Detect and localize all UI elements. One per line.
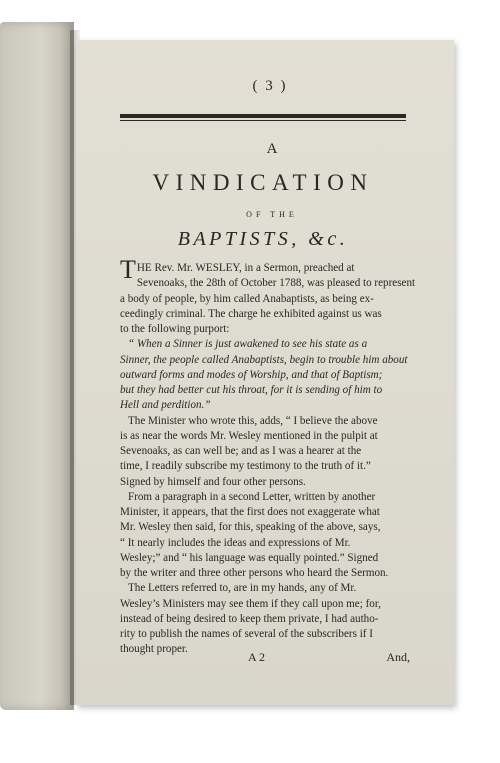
- text-line: Minister, it appears, that the first does not exaggerate what: [120, 506, 380, 518]
- title-subtitle: BAPTISTS, &c.: [177, 228, 349, 250]
- text-line: time, I readily subscribe my testimony to the truth of it.”: [120, 460, 371, 473]
- text-line: Mr. Wesley then said, for this, speaking of the above, says,: [120, 521, 381, 534]
- page-number: ( 3 ): [252, 78, 288, 94]
- title-main: VINDICATION: [152, 170, 374, 195]
- quote-line: outward forms and modes of Worship, and that of Baptism;: [120, 368, 383, 381]
- title-article: A: [266, 141, 278, 157]
- quote-line: Sinner, the people called Anabaptists, begin to trouble him about: [120, 353, 408, 366]
- quote-line: Hell and perdition.”: [120, 399, 211, 412]
- quote-line: but they had better cut his throat, for it is sending of him to: [120, 384, 383, 396]
- quote-line: “ When a Sinner is just awakened to see his state as a: [128, 338, 368, 351]
- text-line: Signed by himself and four other persons.: [120, 475, 306, 488]
- body-text: [120, 255, 416, 658]
- text-line: by the writer and three other persons who heard the Sermon.: [120, 567, 389, 579]
- text-line: rity to publish the names of several of the subscribers if I: [120, 628, 373, 640]
- catchword: And,: [386, 650, 410, 664]
- text-line: is as near the words Mr. Wesley mentioned in the pulpit at: [120, 429, 378, 442]
- text-line: Sevenoaks, the 28th of October 1788, was pleased to represent: [136, 277, 416, 290]
- text-line: Wesley;” and “ his language was equally pointed.” Signed: [120, 551, 379, 564]
- text-line: a body of people, by him called Anabaptists, as being ex-: [120, 292, 374, 305]
- text-line: The Letters referred to, are in my hands, any of Mr.: [128, 582, 357, 595]
- text-line: THE Rev. Mr. WESLEY, in a Sermon, preached at: [120, 255, 355, 284]
- text-line: to the following purport:: [120, 323, 230, 335]
- signature-mark: A 2: [248, 650, 266, 664]
- text-line: From a paragraph in a second Letter, written by another: [128, 490, 376, 503]
- header-rule-thin: [120, 120, 406, 121]
- text-line: Sevenoaks, as can well be; and as I was a hearer at the: [120, 445, 362, 457]
- header-rule-thick: [120, 114, 406, 118]
- text-line: The Minister who wrote this, adds, “ I believe the above: [128, 414, 378, 427]
- text-line: “ It nearly includes the ideas and expressions of Mr.: [120, 536, 351, 549]
- text-line: Wesley’s Ministers may see them if they call upon me; for,: [120, 597, 381, 610]
- text-line: instead of being desired to keep them private, I had autho-: [120, 612, 379, 625]
- text-line: ceedingly criminal. The charge he exhibited against us was: [120, 307, 382, 320]
- title-of-the: OF THE: [246, 210, 298, 219]
- drop-cap: T: [120, 255, 136, 284]
- left-page-edge: [0, 22, 74, 710]
- book-page: [76, 40, 454, 705]
- text-line: thought proper.: [120, 643, 188, 656]
